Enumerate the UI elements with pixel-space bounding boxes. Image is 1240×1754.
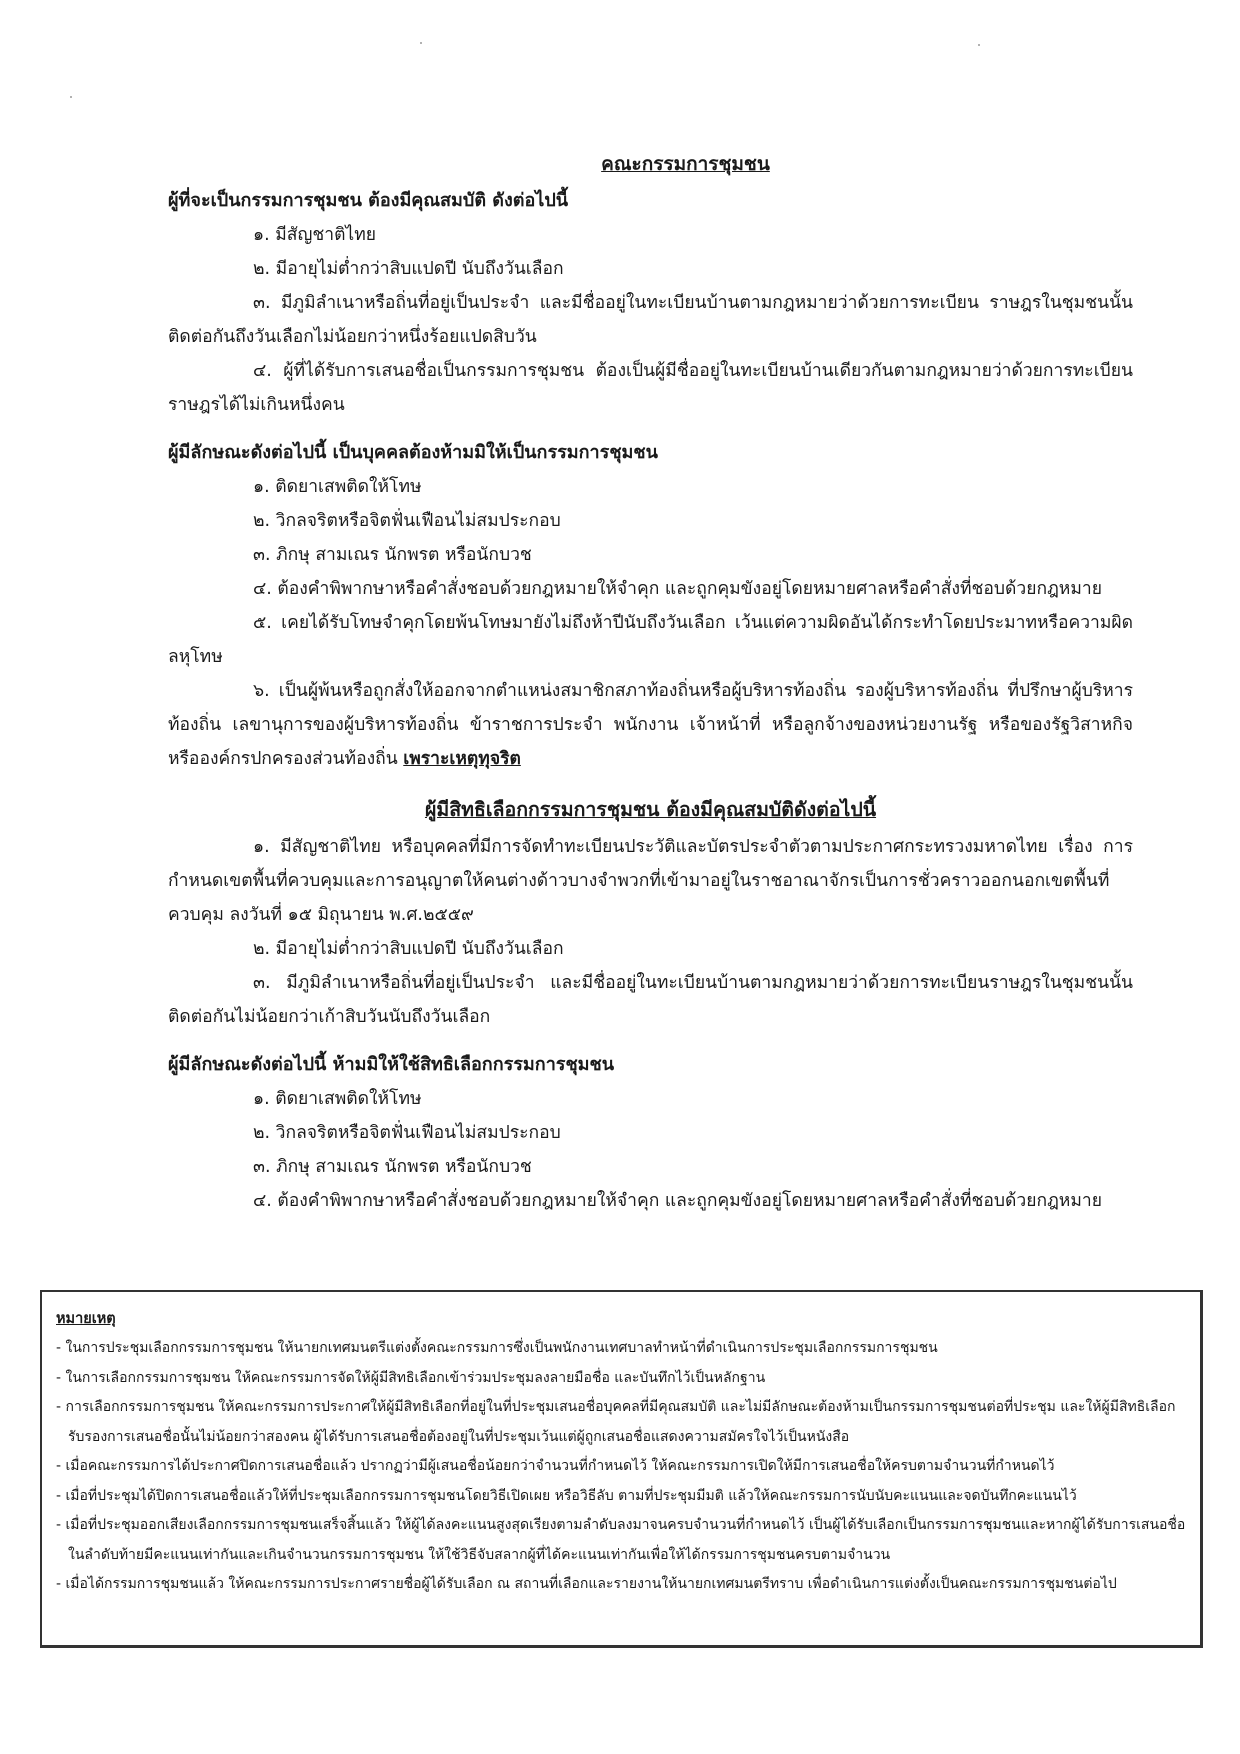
note-item: - เมื่อที่ประชุมได้ปิดการเสนอชื่อแล้วให้ที่ประชุมเลือกกรรมการชุมชนโดยวิธีเปิดเผย หรือวิธีลับ ตามที่ประชุมมีมติ แล้วให้คณะกรรมการนับนับคะแนนและจดบันทึกคะแนนไว้ — [56, 1487, 1077, 1504]
list-item: ๔. ต้องคำพิพากษาหรือคำสั่งชอบด้วยกฎหมายให้จำคุก และถูกคุมขังอยู่โดยหมายศาลหรือคำสั่งที่ชอบด้วยกฎหมาย — [253, 1191, 1102, 1211]
list-item: ๒. มีอายุไม่ต่ำกว่าสิบแปดปี นับถึงวันเลือก — [253, 259, 564, 279]
qualifications-section — [168, 184, 1133, 422]
list-item: ๓. ภิกษุ สามเณร นักพรต หรือนักบวช — [253, 1157, 532, 1177]
note-item: - เมื่อได้กรรมการชุมชนแล้ว ให้คณะกรรมการประกาศรายชื่อผู้ได้รับเลือก ณ สถานที่เลือกและรายงานให้นายกเทศมนตรีทราบ เพื่อดำเนินการแต่งตั้งเป็นคณะกรรมการชุมชนต่อไป — [56, 1576, 1117, 1592]
section-heading: ผู้มีลักษณะดังต่อไปนี้ ห้ามมิให้ใช้สิทธิเลือกกรรมการชุมชน — [168, 1054, 615, 1075]
section-heading: ผู้ที่จะเป็นกรรมการชุมชน ต้องมีคุณสมบัติ ดังต่อไปนี้ — [168, 190, 569, 211]
list-item: ๕. เคยได้รับโทษจำคุกโดยพ้นโทษมายังไม่ถึงห้าปีนับถึงวันเลือก เว้นแต่ความผิดอันได้กระทำโดยประมาทหรือความผิดลหุโทษ — [168, 613, 1133, 667]
scan-speck — [420, 42, 422, 44]
list-item: ๓. มีภูมิลำเนาหรือถิ่นที่อยู่เป็นประจำ และมีชื่ออยู่ในทะเบียนบ้านตามกฎหมายว่าด้วยการทะเบียน ราษฎรในชุมชนนั้นติดต่อกันถึงวันเลือกไม่น้อยกว่าหนึ่งร้อยแปดสิบวัน — [168, 293, 1133, 347]
note-item: - เมื่อที่ประชุมออกเสียงเลือกกรรมการชุมชนเสร็จสิ้นแล้ว ให้ผู้ได้ลงคะแนนสูงสุดเรียงตามลำดับลงมาจนครบจำนวนที่กำหนดไว้ เป็นผู้ได้รับเลือกเป็นกรรมการชุมชนและหากผู้ได้รับการเสนอชื่อในลำดับท้ายมีคะแนนเท่ากันและเกินจำนวนกรรมการชุมชน ให้ใช้วิธีจับสลากผู้ที่ได้คะแนนเท่ากันเพื่อให้ได้กรรมการชุมชนครบตามจำนวน — [56, 1517, 1186, 1563]
note-item: - ในการเลือกกรรมการชุมชน ให้คณะกรรมการจัดให้ผู้มีสิทธิเลือกเข้าร่วมประชุมลงลายมือชื่อ และบันทึกไว้เป็นหลักฐาน — [56, 1369, 766, 1386]
list-item: ๑. มีสัญชาติไทย — [253, 225, 377, 245]
list-item: ๒. มีอายุไม่ต่ำกว่าสิบแปดปี นับถึงวันเลือก — [253, 939, 564, 959]
main-content — [168, 148, 1133, 1218]
note-item: - เมื่อคณะกรรมการได้ประกาศปิดการเสนอชื่อแล้ว ปรากฏว่ามีผู้เสนอชื่อน้อยกว่าจำนวนที่กำหนดไว้ ให้คณะกรรมการเปิดให้มีการเสนอชื่อให้ครบตามจำนวนที่กำหนดไว้ — [56, 1458, 1055, 1474]
list-item: ๓. ภิกษุ สามเณร นักพรต หรือนักบวช — [253, 545, 532, 565]
voter-qualifications-section — [168, 792, 1133, 1034]
emphasis-text: เพราะเหตุทุจริต — [403, 749, 521, 769]
section-heading: ผู้มีสิทธิเลือกกรรมการชุมชน ต้องมีคุณสมบัติดังต่อไปนี้ — [424, 798, 877, 821]
prohibitions-section — [168, 436, 1133, 776]
list-item: ๑. มีสัญชาติไทย หรือบุคคลที่มีการจัดทำทะเบียนประวัติและบัตรประจำตัวตามประกาศกระทรวงมหาดไทย เรื่อง การกำหนดเขตพื้นที่ควบคุมและการอนุญาตให้คนต่างด้าวบางจำพวกที่เข้ามาอยู่ในราชอาณาจักรเป็นการชั่วคราวออกนอกเขตพื้นที่ควบคุม ลงวันที่ ๑๕ มิถุนายน พ.ศ.๒๕๕๙ — [168, 837, 1133, 925]
scan-speck — [978, 44, 980, 46]
notes-title: หมายเหตุ — [56, 1311, 116, 1327]
notes-box — [40, 1290, 1203, 1648]
note-item: - ในการประชุมเลือกกรรมการชุมชน ให้นายกเทศมนตรีแต่งตั้งคณะกรรมการซึ่งเป็นพนักงานเทศบาลทำหน้าที่ดำเนินการประชุมเลือกกรรมการชุมชน — [56, 1340, 938, 1356]
voter-prohibitions-section — [168, 1048, 1133, 1218]
list-item: ๑. ติดยาเสพติดให้โทษ — [253, 1089, 422, 1109]
list-item: ๔. ต้องคำพิพากษาหรือคำสั่งชอบด้วยกฎหมายให้จำคุก และถูกคุมขังอยู่โดยหมายศาลหรือคำสั่งที่ชอบด้วยกฎหมาย — [253, 579, 1102, 599]
document-title: คณะกรรมการชุมชน — [601, 153, 770, 175]
list-item-text: ๖. เป็นผู้พ้นหรือถูกสั่งให้ออกจากตำแหน่งสมาชิกสภาท้องถิ่นหรือผู้บริหารท้องถิ่น รองผู้บริหารท้องถิ่น ที่ปรึกษาผู้บริหารท้องถิ่น เลขานุการของผู้บริหารท้องถิ่น ข้าราชการประจำ พนักงาน เจ้าหน้าที่ หรือลูกจ้างของหน่วยงานรัฐ หรือของรัฐวิสาหกิจ หรือองค์กรปกครองส่วนท้องถิ่น — [168, 681, 1133, 769]
list-item: ๒. วิกลจริตหรือจิตฟั่นเฟือนไม่สมประกอบ — [253, 1123, 561, 1143]
list-item: ๓. มีภูมิลำเนาหรือถิ่นที่อยู่เป็นประจำ และมีชื่ออยู่ในทะเบียนบ้านตามกฎหมายว่าด้วยการทะเบียนราษฎรในชุมชนนั้นติดต่อกันไม่น้อยกว่าเก้าสิบวันนับถึงวันเลือก — [168, 973, 1133, 1027]
note-item: - การเลือกกรรมการชุมชน ให้คณะกรรมการประกาศให้ผู้มีสิทธิเลือกที่อยู่ในที่ประชุมเสนอชื่อบุคคลที่มีคุณสมบัติ และไม่มีลักษณะต้องห้ามเป็นกรรมการชุมชนต่อที่ประชุม และให้ผู้มีสิทธิเลือกรับรองการเสนอชื่อนั้นไม่น้อยกว่าสองคน ผู้ได้รับการเสนอชื่อต้องอยู่ในที่ประชุมเว้นแต่ผู้ถูกเสนอชื่อแสดงความสมัครใจไว้เป็นหนังสือ — [56, 1399, 1176, 1445]
list-item: ๔. ผู้ที่ได้รับการเสนอชื่อเป็นกรรมการชุมชน ต้องเป็นผู้มีชื่ออยู่ในทะเบียนบ้านเดียวกันตามกฎหมายว่าด้วยการทะเบียนราษฎรได้ไม่เกินหนึ่งคน — [168, 361, 1133, 415]
list-item: ๒. วิกลจริตหรือจิตฟั่นเฟือนไม่สมประกอบ — [253, 511, 561, 531]
list-item — [168, 674, 1133, 776]
section-heading: ผู้มีลักษณะดังต่อไปนี้ เป็นบุคคลต้องห้ามมิให้เป็นกรรมการชุมชน — [168, 442, 658, 463]
list-item: ๑. ติดยาเสพติดให้โทษ — [253, 477, 422, 497]
scan-speck — [70, 96, 72, 98]
